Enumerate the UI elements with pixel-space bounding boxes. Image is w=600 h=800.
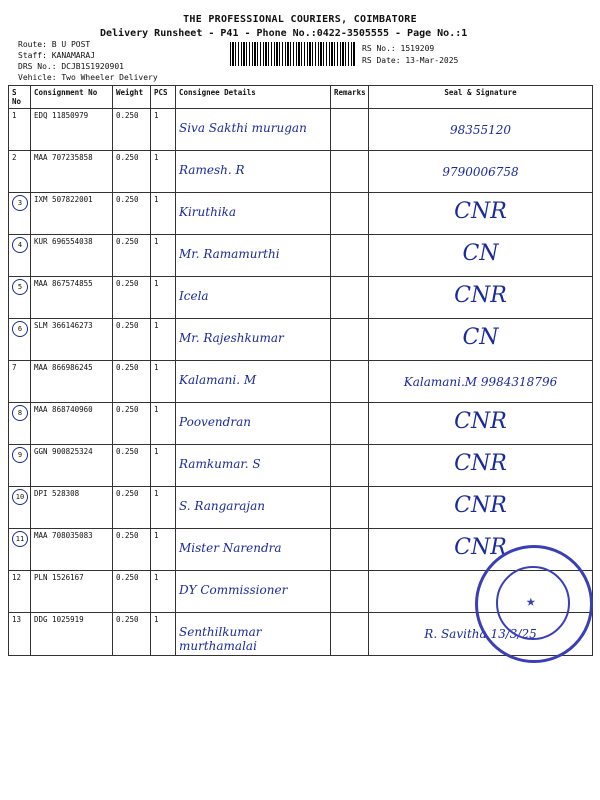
sno-circled: 3 bbox=[12, 195, 28, 211]
sno-circled: 8 bbox=[12, 405, 28, 421]
sno-cell bbox=[9, 193, 31, 235]
consignment-cell: MAA 868740960 bbox=[31, 403, 113, 445]
remarks-cell bbox=[331, 235, 369, 277]
sno-cell bbox=[9, 613, 31, 656]
sno-cell bbox=[9, 109, 31, 151]
rs-no-text: RS No.: 1519209 bbox=[362, 44, 435, 53]
sno-cell bbox=[9, 361, 31, 403]
consignee-cell bbox=[176, 109, 331, 151]
remarks-cell bbox=[331, 319, 369, 361]
signature-handwriting: CNR bbox=[454, 493, 507, 518]
weight-cell: 0.250 bbox=[113, 403, 151, 445]
consignee-handwriting: Mister Narendra bbox=[179, 541, 282, 555]
column-header: S No bbox=[9, 86, 31, 109]
weight-cell: 0.250 bbox=[113, 193, 151, 235]
pcs-cell: 1 bbox=[151, 403, 176, 445]
pcs-cell: 1 bbox=[151, 109, 176, 151]
weight-cell: 0.250 bbox=[113, 235, 151, 277]
sno-cell bbox=[9, 445, 31, 487]
weight-cell: 0.250 bbox=[113, 445, 151, 487]
consignment-cell: MAA 707235858 bbox=[31, 151, 113, 193]
table-row bbox=[9, 109, 593, 151]
table-row bbox=[9, 277, 593, 319]
sno-text: 13 bbox=[12, 615, 22, 624]
remarks-cell bbox=[331, 109, 369, 151]
consignment-cell: IXM 507822001 bbox=[31, 193, 113, 235]
consignment-cell: DPI 528308 bbox=[31, 487, 113, 529]
consignment-cell: MAA 708035083 bbox=[31, 529, 113, 571]
seal-stamp: ★ bbox=[475, 545, 593, 663]
signature-handwriting: CN bbox=[462, 325, 499, 350]
remarks-cell bbox=[331, 487, 369, 529]
consignment-cell: DDG 1025919 bbox=[31, 613, 113, 656]
weight-cell: 0.250 bbox=[113, 109, 151, 151]
remarks-cell bbox=[331, 361, 369, 403]
drs-no-text: DRS No.: DCJB1S1920901 bbox=[18, 62, 124, 71]
sno-cell bbox=[9, 487, 31, 529]
signature-handwriting: CNR bbox=[454, 199, 507, 224]
consignee-cell bbox=[176, 613, 331, 656]
signature-cell bbox=[369, 445, 593, 487]
table-row bbox=[9, 151, 593, 193]
consignee-handwriting: S. Rangarajan bbox=[179, 499, 265, 513]
consignee-cell bbox=[176, 319, 331, 361]
signature-handwriting: 9790006758 bbox=[442, 165, 519, 179]
rs-date-text: RS Date: 13-Mar-2025 bbox=[362, 56, 459, 65]
consignee-cell bbox=[176, 445, 331, 487]
consignee-handwriting: Poovendran bbox=[179, 415, 251, 429]
remarks-cell bbox=[331, 277, 369, 319]
signature-cell bbox=[369, 277, 593, 319]
consignee-handwriting: Kiruthika bbox=[179, 205, 237, 219]
remarks-cell bbox=[331, 445, 369, 487]
column-header: Consignee Details bbox=[176, 86, 331, 109]
consignment-cell: KUR 696554038 bbox=[31, 235, 113, 277]
consignee-cell bbox=[176, 193, 331, 235]
barcode bbox=[230, 42, 355, 66]
sno-circled: 4 bbox=[12, 237, 28, 253]
signature-cell bbox=[369, 403, 593, 445]
sno-text: 12 bbox=[12, 573, 22, 582]
sno-circled: 11 bbox=[12, 531, 28, 547]
staff-text: Staff: KANAMARAJ bbox=[18, 51, 96, 60]
route-text: Route: B U POST bbox=[18, 40, 91, 49]
signature-handwriting: Kalamani.M 9984318796 bbox=[403, 375, 558, 389]
sno-cell bbox=[9, 529, 31, 571]
weight-cell: 0.250 bbox=[113, 319, 151, 361]
signature-handwriting: CNR bbox=[454, 451, 507, 476]
table-row bbox=[9, 361, 593, 403]
pcs-cell: 1 bbox=[151, 445, 176, 487]
sno-circled: 6 bbox=[12, 321, 28, 337]
table-row bbox=[9, 319, 593, 361]
consignee-handwriting: Kalamani. M bbox=[179, 373, 257, 387]
pcs-cell: 1 bbox=[151, 151, 176, 193]
column-header: Seal & Signature bbox=[369, 86, 593, 109]
consignee-cell bbox=[176, 403, 331, 445]
sno-cell bbox=[9, 151, 31, 193]
pcs-cell: 1 bbox=[151, 319, 176, 361]
sno-cell bbox=[9, 319, 31, 361]
consignee-cell bbox=[176, 235, 331, 277]
consignment-cell: GGN 900825324 bbox=[31, 445, 113, 487]
signature-cell bbox=[369, 235, 593, 277]
signature-cell bbox=[369, 319, 593, 361]
sno-circled: 9 bbox=[12, 447, 28, 463]
consignee-cell bbox=[176, 487, 331, 529]
column-header: PCS bbox=[151, 86, 176, 109]
consignee-cell bbox=[176, 571, 331, 613]
consignee-cell bbox=[176, 361, 331, 403]
consignee-cell bbox=[176, 151, 331, 193]
pcs-cell: 1 bbox=[151, 571, 176, 613]
pcs-cell: 1 bbox=[151, 613, 176, 656]
sno-circled: 10 bbox=[12, 489, 28, 505]
signature-cell bbox=[369, 109, 593, 151]
signature-handwriting: CNR bbox=[454, 283, 507, 308]
weight-cell: 0.250 bbox=[113, 571, 151, 613]
sno-cell bbox=[9, 571, 31, 613]
signature-cell bbox=[369, 151, 593, 193]
pcs-cell: 1 bbox=[151, 487, 176, 529]
pcs-cell: 1 bbox=[151, 361, 176, 403]
sno-circled: 5 bbox=[12, 279, 28, 295]
remarks-cell bbox=[331, 403, 369, 445]
signature-cell bbox=[369, 193, 593, 235]
weight-cell: 0.250 bbox=[113, 529, 151, 571]
column-header: Consignment No bbox=[31, 86, 113, 109]
vehicle-text: Vehicle: Two Wheeler Delivery bbox=[18, 73, 158, 82]
consignee-handwriting: Ramesh. R bbox=[179, 163, 245, 177]
consignee-handwriting: DY Commissioner bbox=[179, 583, 288, 597]
page-subtitle: Delivery Runsheet - P41 - Phone No.:0422-3505555 - Page No.:1 bbox=[100, 28, 468, 39]
consignment-cell: SLM 366146273 bbox=[31, 319, 113, 361]
table-row bbox=[9, 403, 593, 445]
table-row bbox=[9, 193, 593, 235]
consignee-handwriting: Mr. Ramamurthi bbox=[179, 247, 280, 261]
remarks-cell bbox=[331, 193, 369, 235]
remarks-cell bbox=[331, 571, 369, 613]
column-header: Remarks bbox=[331, 86, 369, 109]
weight-cell: 0.250 bbox=[113, 613, 151, 656]
sno-text: 1 bbox=[12, 111, 17, 120]
signature-handwriting: CNR bbox=[454, 535, 507, 560]
consignee-cell bbox=[176, 277, 331, 319]
sno-text: 7 bbox=[12, 363, 17, 372]
consignment-cell: PLN 1526167 bbox=[31, 571, 113, 613]
table-row bbox=[9, 445, 593, 487]
pcs-cell: 1 bbox=[151, 193, 176, 235]
pcs-cell: 1 bbox=[151, 277, 176, 319]
column-header: Weight bbox=[113, 86, 151, 109]
weight-cell: 0.250 bbox=[113, 277, 151, 319]
page-title: THE PROFESSIONAL COURIERS, COIMBATORE bbox=[183, 14, 417, 25]
remarks-cell bbox=[331, 613, 369, 656]
consignee-handwriting: Siva Sakthi murugan bbox=[179, 121, 307, 135]
table-header-row bbox=[9, 86, 593, 109]
sno-text: 2 bbox=[12, 153, 17, 162]
table-row bbox=[9, 235, 593, 277]
remarks-cell bbox=[331, 151, 369, 193]
signature-cell bbox=[369, 361, 593, 403]
consignment-cell: EDQ 11850979 bbox=[31, 109, 113, 151]
consignee-cell bbox=[176, 529, 331, 571]
consignment-cell: MAA 867574855 bbox=[31, 277, 113, 319]
signature-handwriting: CN bbox=[462, 241, 499, 266]
remarks-cell bbox=[331, 529, 369, 571]
sno-cell bbox=[9, 403, 31, 445]
sno-cell bbox=[9, 235, 31, 277]
signature-cell bbox=[369, 487, 593, 529]
pcs-cell: 1 bbox=[151, 529, 176, 571]
consignee-handwriting: Icela bbox=[179, 289, 209, 303]
consignee-handwriting: Mr. Rajeshkumar bbox=[179, 331, 284, 345]
weight-cell: 0.250 bbox=[113, 151, 151, 193]
consignee-handwriting: Ramkumar. S bbox=[179, 457, 261, 471]
signature-handwriting: 98355120 bbox=[449, 123, 512, 137]
consignment-cell: MAA 866986245 bbox=[31, 361, 113, 403]
sno-cell bbox=[9, 277, 31, 319]
weight-cell: 0.250 bbox=[113, 361, 151, 403]
pcs-cell: 1 bbox=[151, 235, 176, 277]
signature-handwriting: R. Savitha 13/3/25 bbox=[424, 627, 537, 641]
consignee-handwriting: Senthilkumar murthamalai bbox=[179, 625, 262, 653]
weight-cell: 0.250 bbox=[113, 487, 151, 529]
signature-handwriting: CNR bbox=[454, 409, 507, 434]
table-row bbox=[9, 487, 593, 529]
